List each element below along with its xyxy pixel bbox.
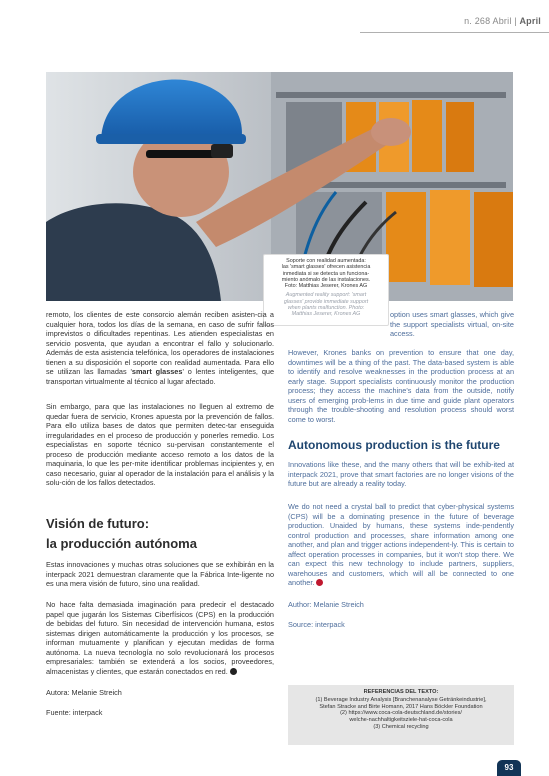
reference-line: (3) Chemical recycling [373, 723, 429, 730]
end-mark-icon [316, 579, 323, 586]
spanish-source: Fuente: interpack [46, 708, 103, 717]
spanish-paragraph-3: Estas innovaciones y muchas otras soluciones que se exhibirán en la interpack 2021 demuestran claramente que la Fábrica Inte-ligente no es una mera visión de futuro, sino una realidad. [46, 560, 274, 588]
english-heading: Autonomous production is the future [288, 438, 500, 452]
header-rule [360, 32, 549, 33]
page-header [360, 14, 549, 34]
caption-spanish: Soporte con realidad aumentada: las 'smart glasses' ofrecen asistencia inmediata si se detecta un funciona- miento anómalo de las instalaciones. Foto: Matthias Jeserer, Krones AG [281, 258, 371, 290]
reference-line: (1) Beverage Industry Analysis [Branchenanalyse Getränkeindustrie], [315, 696, 487, 703]
english-paragraph-1: option uses smart glasses, which give the support specialists virtual, on-site access. [390, 310, 514, 338]
english-paragraph-4: We do not need a crystal ball to predict that cyber-physical systems (CPS) will be a dominating presence in the future of beverage production. Unaided by humans, these systems inde-pendently control production and processes, share information among one another, and plan and trigger actions independent-ly. This is certain to affect operation processes in companies, but it won't stop there. We can expect this new technology to include partners, suppliers, warehouses and customers, which will all be connected to one another. [288, 502, 514, 587]
spanish-heading-line-1: Visión de futuro: [46, 516, 150, 531]
english-source: Source: interpack [288, 620, 345, 629]
photo-caption [263, 254, 389, 326]
text-references-box [288, 685, 514, 745]
spanish-paragraph-1: remoto, los clientes de este consorcio alemán reciben asisten-cia a cualquier hora, todos los días de la semana, en caso de sufrir fallos imprevistos o dificultades repentinas. Les atienden especialistas en servicio posventa, que ayudan a encontrar el fallo y solucionarlo. Además de esta asistencia telefónica, los operadores de instalaciones tienen a su disposición el soporte con realidad aumentada. Para ello se utilizan las llamadas 'smart glasses' o lentes inteligentes, que transportan virtualmente al técnico al lugar afectado. [46, 310, 275, 386]
english-paragraph-3: Innovations like these, and the many others that will be exhib-ited at interpack 2021, prove that smart factories are no longer visions of the future but are already a reality today. [288, 460, 514, 488]
reference-line: welche-nachhaltigkeitsziele-hat-coca-cola [349, 717, 453, 724]
spanish-author: Autora: Melanie Streich [46, 688, 122, 697]
english-paragraph-2: However, Krones banks on prevention to ensure that one day, downtimes will be a thing of the past. The data-based system is able to identify and resolve weaknesses in the production process at an early stage. Support specialists continuously monitor the production process; they access the machine's data from the outside, notify users of emerging prob-lems in due time and guide plant operators through the trouble-shooting and resolution process should worst come to worst. [288, 348, 514, 424]
reference-line: (2) https://www.coca-cola-deutschland.de/stories/ [340, 710, 462, 717]
issue-label: n. 268 Abril | April [464, 16, 541, 26]
spanish-heading-line-2: la producción autónoma [46, 536, 197, 551]
caption-english: Augmented reality support: 'smart glasses' provide immediate support when plants malfunction. Photo: Matthias Jeserer, Krones AG [283, 292, 369, 318]
reference-line: Stefan Stracke and Birte Homann, 2017 Hans Böckler Foundation [319, 703, 483, 710]
english-author: Author: Melanie Streich [288, 600, 364, 609]
page-number: 93 [497, 760, 521, 776]
spanish-paragraph-4: No hace falta demasiada imaginación para predecir el destacado papel que jugarán los Sistemas Ciberfísicos (CPS) en la producción de bebidas del futuro. Sin necesidad de intervención humana, estos sistemas dirigen automáticamente la producción y los procesos, se informan mutuamente y planifican y ejecutan medidas de forma autónoma. La nueva tecnología no solo revolucionará los procesos empresariales: también se extenderá a los socios, proveedores, almacenistas y clientes, que estarán conectados en red. [46, 600, 274, 676]
references-title: REFERENCIAS DEL TEXTO: [363, 689, 439, 695]
end-mark-icon [230, 668, 237, 675]
spanish-paragraph-2: Sin embargo, para que las instalaciones no lleguen al extremo de quedar fuera de servicio, Krones apuesta por la prevención de fallos. Para ello utiliza bases de datos que permiten detec-tar enseguida irregularidades en el proceso de producción y ponerles remedio. Los especialistas en soporte técnico su-pervisan constantemente el proceso de producción mediante acceso remoto a los datos de la maquinaria, lo que les per-mite identificar problemas incipientes y, en caso necesario, guiar al operador de la instalación para el análisis y la solu-ción de los fallos detectados. [46, 402, 274, 487]
